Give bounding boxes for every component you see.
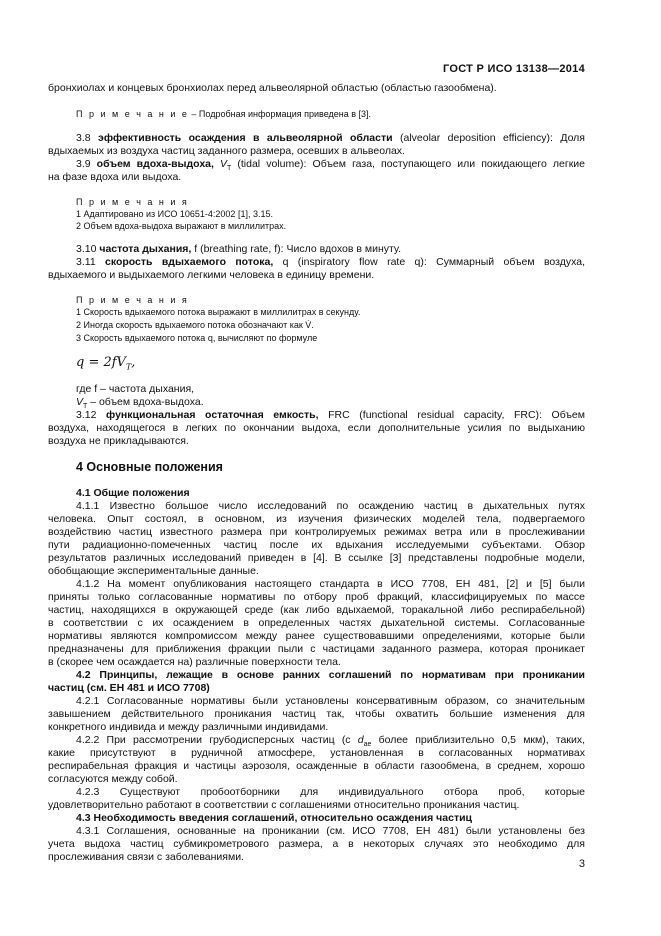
note-line — [76, 108, 613, 121]
formula-end: , — [131, 355, 136, 370]
subsection-title-cont: частиц (см. ЕН 481 и ИСО 7708) — [48, 682, 210, 694]
definition-3-10 — [76, 243, 613, 256]
where-line: где f – частота дыхания, — [76, 383, 195, 395]
paragraph-line: конкретного индивида и между различными индивидами. — [48, 721, 329, 733]
definition-3-12 — [76, 409, 585, 422]
paragraph-line: пути радиационно-помеченных частиц после их вдыхания исследуемыми субъектами. Обзор — [48, 539, 585, 551]
paragraph-line: человека. Опыт состоял, в основном, из изучения физических моделей тела, подвергаемого — [48, 513, 585, 525]
formula-subscript: T — [125, 362, 132, 372]
symbol: V — [220, 158, 228, 170]
paragraph-line: результатов различных исследований приведен в [4]. В ссылке [3] представлены подробные модели, — [48, 552, 585, 564]
paragraph-line: 4.1.2 На момент опубликования настоящего стандарта в ИСО 7708, ЕН 481, [2] и [5] были — [76, 578, 585, 590]
page-number: 3 — [578, 858, 585, 870]
definition-number: 3.8 — [76, 132, 99, 144]
definition-term: объем вдоха-выдоха, — [96, 158, 214, 170]
paragraph-line: вдыхаемых из воздуха частиц заданного размера, осевших в альвеолах. — [48, 145, 405, 157]
notes-label: П р и м е ч а н и я — [76, 295, 189, 305]
paragraph-line: завышением действительного проникания частиц так, чтобы охватить большие изменения для — [48, 708, 585, 720]
note-line: 2 Объем вдоха-выдоха выражают в миллилитрах. — [76, 221, 287, 231]
paragraph-line: нормативы являются компромиссом между ранее существовавшими определениями, которые были — [48, 630, 585, 642]
paragraph-line: учета выдоха частиц субмикрометрового размера, а в некоторых случаях это необходимо для — [48, 838, 585, 850]
definition-text: (tidal volume): Объем газа, поступающего или покидающего легкие — [231, 158, 585, 170]
paragraph-line: респирабельная фракция и частицы аэрозоля, осажденные в области газообмена, в среднем, хорошо — [48, 760, 585, 772]
subsection-title: 4.2 Принципы, лежащие в основе ранних соглашений по нормативам при проникании — [76, 669, 585, 681]
note-line: 1 Скорость вдыхаемого потока выражают в миллилитрах в секунду. — [76, 307, 361, 317]
note-line: 3 Скорость вдыхаемого потока q, вычисляют по формуле — [76, 333, 318, 343]
paragraph-line: 4.1.1 Известно большое число исследований по осаждению частиц в дыхательных путях — [76, 500, 585, 512]
definition-term: эффективность осаждения в альвеолярной области — [98, 132, 393, 144]
definition-number: 3.12 — [76, 409, 107, 421]
paragraph-line: обобщающие экспериментальные данные. — [48, 565, 259, 577]
definition-text: (alveolar deposition efficiency): Доля — [392, 132, 585, 144]
paragraph-line: 4.3.1 Соглашения, основанные на проникании (см. ИСО 7708, ЕН 481) были установлены без — [76, 825, 585, 837]
flow-rate-formula — [76, 355, 135, 372]
definition-number: 3.11 — [76, 256, 105, 268]
paragraph-line: воздуха не прикладываются. — [48, 435, 189, 447]
paragraph-line: 4.2.3 Существуют пробоотборники для индивидуального отбора проб, которые — [76, 786, 585, 798]
note-label: П р и м е ч а н и е — [76, 109, 189, 119]
paragraph-line: приняты только согласованные нормативы по отбору проб фракций, классифицируемых по массе — [48, 591, 585, 603]
symbol-subscript: T — [227, 165, 232, 173]
paragraph-line: воздействию частиц известного размера при контролируемых режимах ветра или в прослеживании — [48, 526, 585, 538]
section-title: 4 Основные положения — [76, 460, 223, 474]
paragraph-line: воздуха, находящегося в легких по окончании выдоха, если дополнительные усилия по выдыханию — [48, 422, 585, 434]
subsection-title: 4.3 Необходимость введения соглашений, относительно осаждения частиц — [76, 812, 473, 824]
paragraph-line: какие присутствуют в рудничной атмосфере, установленная в согласованных нормативах — [48, 747, 585, 759]
definition-3-11 — [76, 256, 585, 269]
definition-text: f (breathing rate, f): Число вдохов в минуту. — [191, 243, 402, 255]
definition-term: частота дыхания, — [99, 243, 192, 255]
paragraph-line: в (скорее чем осаждается на) различные поверхности тела. — [48, 656, 341, 668]
paragraph-line: в соответствии с их осаждением в определенных частях дыхательной системы. Согласованные — [48, 617, 585, 629]
notes-label: П р и м е ч а н и я — [76, 197, 189, 207]
subsection-title: 4.1 Общие положения — [76, 487, 190, 499]
paragraph-text: более приблизительно 0,5 мкм), таких, — [371, 734, 585, 746]
definition-term: функциональная остаточная емкость, — [106, 409, 319, 421]
definition-3-8 — [76, 132, 585, 145]
definition-text: FRC (functional residual capacity, FRC): Объем — [318, 409, 585, 421]
note-text: – Подробная информация приведена в [3]. — [188, 109, 372, 119]
where-text: – объем вдоха-выдоха. — [87, 396, 204, 408]
paragraph-line: вдыхаемого и выдыхаемого легкими человека в единицу времени. — [48, 269, 375, 281]
symbol-subscript: T — [83, 403, 88, 411]
standard-header: ГОСТ Р ИСО 13138—2014 — [442, 63, 585, 75]
paragraph-line: удовлетворительно работают в соответствии с соглашениями относительно проникания частиц. — [48, 799, 520, 811]
definition-number: 3.10 — [76, 243, 100, 255]
paragraph-line: 4.2.1 Согласованные нормативы были установлены консервативным образом, со значительным — [76, 695, 585, 707]
paragraph-line: согласуются между собой. — [48, 773, 178, 785]
formula-body: q = 2fV — [76, 355, 126, 370]
paragraph-line: на фазе вдоха или выдоха. — [48, 171, 182, 183]
definition-term: скорость вдыхаемого потока, — [105, 256, 274, 268]
note-line: 1 Адаптировано из ИСО 10651-4:2002 [1], 3.15. — [76, 209, 273, 219]
symbol-subscript: ae — [363, 741, 372, 749]
note-line: 2 Иногда скорость вдыхаемого потока обозначают как V̇. — [76, 320, 314, 330]
definition-number: 3.9 — [76, 158, 97, 170]
paragraph-text: 4.2.2 При рассмотрении грубодисперсных частиц (с — [76, 734, 358, 746]
paragraph-line: бронхиолах и концевых бронхиолах перед альвеолярной областью (областью газообмена). — [48, 82, 497, 94]
paragraph-line: прослеживания связи с заболеваниями. — [48, 851, 244, 863]
definition-text: q (inspiratory flow rate q): Суммарный объем воздуха, — [273, 256, 585, 268]
symbol: V — [76, 396, 84, 408]
paragraph-line: предназначены для приближения фракции пыли с частицами заданного размера, которая проникает — [48, 643, 585, 655]
paragraph-line: частиц, находящихся в окружающей среде (как либо вдыхаемой, торакальной либо респирабельной) — [48, 604, 585, 616]
symbol: d — [357, 734, 364, 746]
